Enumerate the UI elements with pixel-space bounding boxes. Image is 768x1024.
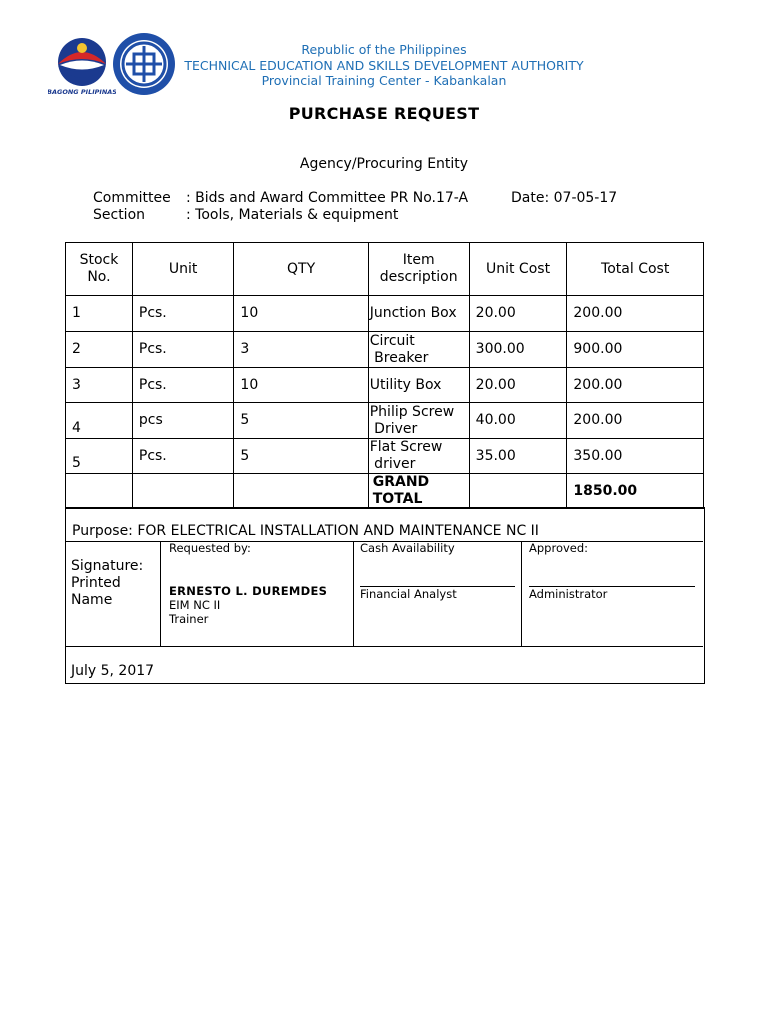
cell-unit-cost: 20.00 — [469, 296, 567, 332]
cell-total: 350.00 — [567, 439, 704, 474]
cell-unit: Pcs. — [132, 439, 234, 474]
cell-total: 200.00 — [567, 403, 704, 439]
cell-unit-cost: 20.00 — [469, 368, 567, 403]
signature-label: Signature: Printed Name — [71, 558, 144, 608]
cell-description: Philip Screw Driver — [368, 403, 469, 439]
cell-unit-cost: 35.00 — [469, 439, 567, 474]
cell-total: 200.00 — [567, 296, 704, 332]
pr-date: Date: 07-05-17 — [511, 190, 618, 206]
cell-stock: 3 — [66, 368, 133, 403]
column-divider — [160, 541, 161, 646]
administrator-title: Administrator — [529, 587, 608, 601]
section-label: Section — [93, 207, 146, 223]
header-center-name: Provincial Training Center - Kabankalan — [261, 73, 507, 88]
header-stock-no: Stock No. — [66, 243, 133, 296]
table-row — [66, 296, 704, 332]
column-divider — [353, 541, 354, 646]
cell-unit: Pcs. — [132, 296, 234, 332]
document-title: PURCHASE REQUEST — [288, 104, 480, 123]
cell-qty: 10 — [234, 296, 368, 332]
cell-qty: 10 — [234, 368, 368, 403]
cell-qty: 3 — [234, 332, 368, 368]
cell-description: Junction Box — [368, 296, 469, 332]
empty-cell — [234, 474, 368, 509]
cell-unit-cost: 40.00 — [469, 403, 567, 439]
footer-date: July 5, 2017 — [71, 663, 155, 679]
cell-stock: 1 — [66, 296, 133, 332]
cell-total: 200.00 — [567, 368, 704, 403]
cell-description: Utility Box — [368, 368, 469, 403]
header-unit: Unit — [132, 243, 234, 296]
header-agency-name: TECHNICAL EDUCATION AND SKILLS DEVELOPMENT AUTHORITY — [184, 58, 584, 73]
section-value: : Tools, Materials & equipment — [186, 207, 399, 223]
cell-unit: Pcs. — [132, 368, 234, 403]
purpose-text: Purpose: FOR ELECTRICAL INSTALLATION AND MAINTENANCE NC II — [72, 523, 539, 539]
cell-description: Circuit Breaker — [368, 332, 469, 368]
empty-cell — [66, 474, 133, 509]
logo-text: BAGONG PILIPINAS — [48, 88, 116, 96]
column-divider — [521, 541, 522, 646]
requester-title: Trainer — [169, 612, 209, 626]
header-total-cost: Total Cost — [567, 243, 704, 296]
header-unit-cost: Unit Cost — [469, 243, 567, 296]
grand-total-value: 1850.00 — [567, 474, 704, 509]
empty-cell — [132, 474, 234, 509]
cell-unit: pcs — [132, 403, 234, 439]
grand-total-label: GRAND TOTAL — [368, 474, 469, 509]
requester-position: EIM NC II — [169, 598, 221, 612]
items-table — [65, 242, 704, 509]
header-qty: QTY — [234, 243, 368, 296]
cell-description: Flat Screw driver — [368, 439, 469, 474]
table-row — [66, 332, 704, 368]
table-header-row — [66, 243, 704, 296]
requested-by-label: Requested by: — [169, 541, 251, 555]
header-republic: Republic of the Philippines — [301, 42, 467, 57]
header-item-description: Item description — [368, 243, 469, 296]
approved-label: Approved: — [529, 541, 589, 555]
table-row — [66, 403, 704, 439]
financial-analyst-title: Financial Analyst — [360, 587, 457, 601]
table-row — [66, 368, 704, 403]
grand-total-row — [66, 474, 704, 509]
cell-stock: 2 — [66, 332, 133, 368]
committee-value: : Bids and Award Committee PR No.17-A — [186, 190, 469, 206]
cell-qty: 5 — [234, 403, 368, 439]
committee-label: Committee — [93, 190, 171, 206]
cash-availability-label: Cash Availability — [360, 541, 455, 555]
cell-stock: 5 — [66, 439, 133, 474]
cell-unit-cost: 300.00 — [469, 332, 567, 368]
cell-qty: 5 — [234, 439, 368, 474]
cell-stock: 4 — [66, 403, 133, 439]
cell-unit: Pcs. — [132, 332, 234, 368]
table-row — [66, 439, 704, 474]
agency-label: Agency/Procuring Entity — [299, 156, 469, 172]
requester-name: ERNESTO L. DUREMDES — [169, 584, 328, 598]
empty-cell — [469, 474, 567, 509]
cell-total: 900.00 — [567, 332, 704, 368]
